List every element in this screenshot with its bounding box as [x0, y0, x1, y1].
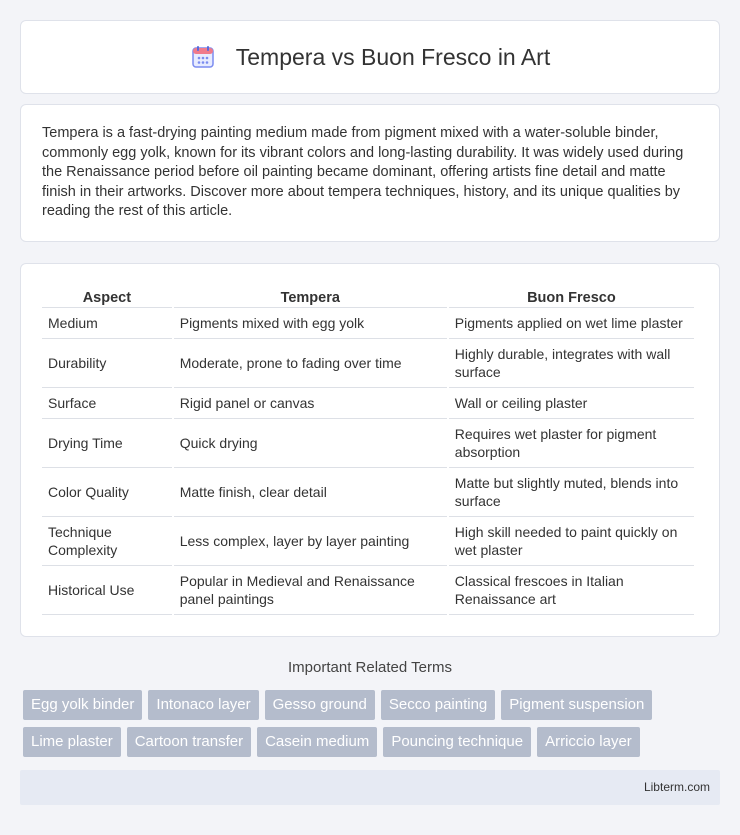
tag-casein-medium[interactable]: Casein medium [257, 727, 377, 757]
table-cell: Pigments applied on wet lime plaster [449, 308, 694, 339]
table-cell: Pigments mixed with egg yolk [174, 308, 447, 339]
intro-card [20, 104, 720, 242]
tag-lime-plaster[interactable]: Lime plaster [23, 727, 121, 757]
page-title: Tempera vs Buon Fresco in Art [235, 43, 551, 70]
table-row [42, 566, 694, 615]
tag-intonaco-layer[interactable]: Intonaco layer [148, 690, 258, 720]
table-cell: High skill needed to paint quickly on wet plaster [449, 517, 694, 566]
table-row [42, 308, 694, 339]
header-aspect: Aspect [42, 286, 172, 308]
tag-arriccio-layer[interactable]: Arriccio layer [537, 727, 640, 757]
table-cell: Classical frescoes in Italian Renaissance art [449, 566, 694, 615]
table-cell: Color Quality [42, 468, 172, 517]
table-cell: Less complex, layer by layer painting [174, 517, 447, 566]
tag-row [23, 727, 723, 757]
table-cell: Drying Time [42, 419, 172, 468]
table-cell: Rigid panel or canvas [174, 388, 447, 419]
tag-row [23, 690, 723, 720]
tag-pigment-suspension[interactable]: Pigment suspension [501, 690, 652, 720]
table-row [42, 517, 694, 566]
tag-pouncing-technique[interactable]: Pouncing technique [383, 727, 531, 757]
footer-site-link[interactable]: Libterm.com [643, 780, 710, 794]
comparison-table [40, 286, 696, 615]
table-header-row [42, 286, 694, 308]
table-cell: Matte but slightly muted, blends into surface [449, 468, 694, 517]
table-cell: Surface [42, 388, 172, 419]
table-cell: Technique Complexity [42, 517, 172, 566]
table-cell: Durability [42, 339, 172, 388]
table-cell: Medium [42, 308, 172, 339]
header-buon-fresco: Buon Fresco [449, 286, 694, 308]
table-cell: Wall or ceiling plaster [449, 388, 694, 419]
table-cell: Matte finish, clear detail [174, 468, 447, 517]
footer [20, 770, 720, 805]
header-card [20, 20, 720, 94]
intro-text: Tempera is a fast-drying painting medium made from pigment mixed with a water-soluble binder, commonly egg yolk, known for its vibrant colors and long-lasting durability. It was widely used during the Renaissance period before oil painting became dominant, offering artists fine detail and matte finish in their artworks. Discover more about tempera techniques, history, and its unique qualities by reading the rest of this article. [42, 125, 684, 219]
table-row [42, 388, 694, 419]
table-cell: Highly durable, integrates with wall surface [449, 339, 694, 388]
tag-gesso-ground[interactable]: Gesso ground [265, 690, 375, 720]
comparison-card [20, 263, 720, 637]
related-tags [23, 690, 723, 764]
calendar-icon [190, 44, 216, 70]
tag-egg-yolk-binder[interactable]: Egg yolk binder [23, 690, 142, 720]
table-cell: Moderate, prone to fading over time [174, 339, 447, 388]
tag-cartoon-transfer[interactable]: Cartoon transfer [127, 727, 251, 757]
table-cell: Requires wet plaster for pigment absorption [449, 419, 694, 468]
table-cell: Historical Use [42, 566, 172, 615]
table-row [42, 468, 694, 517]
related-terms-title: Important Related Terms [288, 659, 452, 676]
table-row [42, 419, 694, 468]
tag-secco-painting[interactable]: Secco painting [381, 690, 495, 720]
table-cell: Popular in Medieval and Renaissance panel paintings [174, 566, 447, 615]
table-cell: Quick drying [174, 419, 447, 468]
table-row [42, 339, 694, 388]
header-tempera: Tempera [174, 286, 447, 308]
